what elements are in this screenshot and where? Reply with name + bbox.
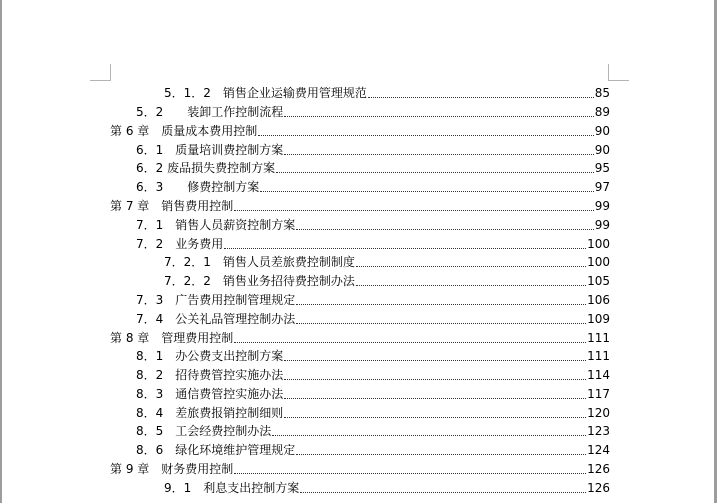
toc-entry-label: 6．3 修费控制方案 [136,180,260,194]
toc-entry[interactable] [136,402,610,421]
toc-entry-label: 第 9 章 财务费用控制 [110,462,234,476]
toc-entry-label: 8．4 差旅费报销控制细则 [136,406,284,420]
toc-entry[interactable] [136,364,610,383]
toc-leader-dots [296,304,586,305]
toc-entry-label: 7．3 广告费用控制管理规定 [136,293,296,307]
toc-entry-label: 7．1 销售人员薪资控制方案 [136,218,296,232]
table-of-contents [2,0,714,503]
toc-entry[interactable] [110,327,610,346]
toc-leader-dots [284,360,586,361]
toc-page-number: 120 [587,406,610,420]
toc-page-number: 117 [587,387,610,401]
toc-entry-label: 8．2 招待费管控实施办法 [136,368,284,382]
toc-leader-dots [260,191,593,192]
toc-leader-dots [224,248,586,249]
toc-leader-dots [284,116,593,117]
toc-entry[interactable] [136,176,610,195]
toc-entry[interactable] [110,195,610,214]
toc-leader-dots [276,172,594,173]
toc-entry-label: 7．2．2 销售业务招待费控制办法 [164,274,355,288]
toc-entry[interactable] [136,383,610,402]
toc-leader-dots [234,473,586,474]
toc-page-number: 124 [587,443,610,457]
toc-entry[interactable] [164,270,610,289]
toc-entry[interactable] [110,120,610,139]
toc-page-number: 111 [587,349,610,363]
toc-page-number: 109 [587,312,610,326]
toc-page-number: 90 [594,124,610,138]
toc-entry-label: 8．6 绿化环境维护管理规定 [136,443,296,457]
toc-entry-label: 7．2．1 销售人员差旅费控制制度 [164,255,355,269]
toc-page-number: 100 [587,237,610,251]
toc-entry[interactable] [136,157,610,176]
toc-page-number: 90 [594,143,610,157]
toc-entry-label: 6．2 废品损失费控制方案 [136,161,276,175]
toc-entry-label: 7．2 业务费用 [136,237,224,251]
toc-entry[interactable] [136,308,610,327]
toc-leader-dots [284,154,593,155]
toc-page-number: 97 [594,180,610,194]
toc-entry[interactable] [136,439,610,458]
toc-entry-label: 8．3 通信费管控实施办法 [136,387,284,401]
toc-entry[interactable] [164,82,610,101]
toc-leader-dots [234,210,593,211]
toc-leader-dots [272,435,586,436]
toc-leader-dots [296,454,586,455]
toc-leader-dots [356,285,586,286]
toc-entry-label: 第 8 章 管理费用控制 [110,331,234,345]
toc-leader-dots [356,266,586,267]
toc-entry[interactable] [164,251,610,270]
toc-page-number: 126 [587,462,610,476]
toc-entry-label: 5．1．2 销售企业运输费用管理规范 [164,86,367,100]
toc-leader-dots [284,379,586,380]
document-page [2,0,714,503]
toc-entry-label: 6．1 质量培训费控制方案 [136,143,284,157]
toc-entry[interactable] [110,458,610,477]
toc-leader-dots [258,135,593,136]
toc-entry[interactable] [136,420,610,439]
toc-leader-dots [234,342,586,343]
toc-entry-label: 第 6 章 质量成本费用控制 [110,124,258,138]
toc-entry[interactable] [164,477,610,496]
toc-entry-label: 第 7 章 销售费用控制 [110,199,234,213]
toc-page-number: 95 [594,161,610,175]
toc-entry[interactable] [136,139,610,158]
toc-leader-dots [284,398,586,399]
toc-entry-label: 8．5 工会经费控制办法 [136,424,272,438]
toc-page-number: 106 [587,293,610,307]
toc-page-number: 99 [594,199,610,213]
toc-entry-label: 7．4 公关礼品管理控制办法 [136,312,296,326]
toc-page-number: 85 [594,86,610,100]
toc-page-number: 100 [587,255,610,269]
toc-page-number: 105 [587,274,610,288]
toc-leader-dots [300,492,586,493]
toc-page-number: 111 [587,331,610,345]
toc-page-number: 89 [594,105,610,119]
toc-entry[interactable] [136,233,610,252]
toc-leader-dots [296,323,586,324]
toc-leader-dots [296,229,593,230]
toc-entry[interactable] [136,101,610,120]
toc-entry-label: 8．1 办公费支出控制方案 [136,349,284,363]
toc-entry[interactable] [136,214,610,233]
toc-entry[interactable] [136,289,610,308]
toc-leader-dots [368,97,594,98]
toc-page-number: 114 [587,368,610,382]
toc-page-number: 126 [587,481,610,495]
toc-page-number: 123 [587,424,610,438]
toc-leader-dots [284,417,586,418]
toc-entry[interactable] [136,345,610,364]
toc-page-number: 99 [594,218,610,232]
toc-entry-label: 9．1 利息支出控制方案 [164,481,300,495]
toc-entry-label: 5．2 装卸工作控制流程 [136,105,284,119]
